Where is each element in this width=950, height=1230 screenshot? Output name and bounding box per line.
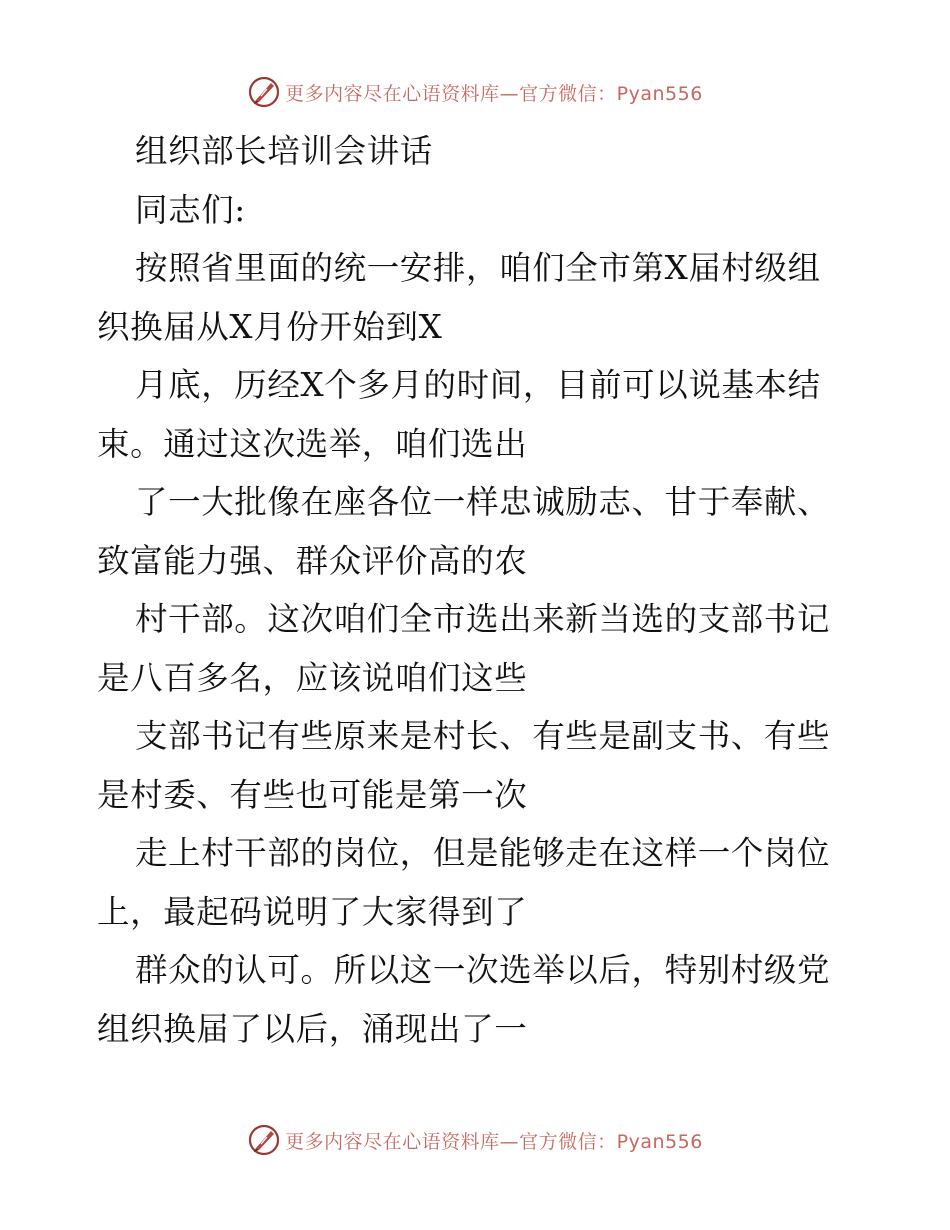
document-title: 组织部长培训会讲话 xyxy=(135,132,433,170)
quill-pen-logo-icon xyxy=(247,75,281,109)
text-line: 群众的认可。所以这一次选举以后，特别村级党 xyxy=(135,951,831,989)
text-line: 按照省里面的统一安排，咱们全市第X届村级组 xyxy=(135,249,821,287)
text-line: 组织换届了以后，涌现出了一 xyxy=(97,1009,528,1048)
text-line: 同志们: xyxy=(135,190,246,229)
document-body xyxy=(97,122,857,1058)
text-line: 束。通过这次选举，咱们选出 xyxy=(97,424,528,463)
text-line: 支部书记有些原来是村长、有些是副支书、有些 xyxy=(135,717,831,755)
header-banner-text: 更多内容尽在心语资料库—官方微信：Pyan556 xyxy=(285,82,703,105)
text-line: 是八百多名，应该说咱们这些 xyxy=(97,658,528,697)
text-line: 走上村干部的岗位，但是能够走在这样一个岗位 xyxy=(135,834,831,872)
text-line: 村干部。这次咱们全市选出来新当选的支部书记 xyxy=(135,600,831,638)
text-line: 了一大批像在座各位一样忠诚励志、甘于奉献、 xyxy=(135,483,831,521)
footer-banner-text: 更多内容尽在心语资料库—官方微信：Pyan556 xyxy=(285,1130,703,1153)
text-line: 致富能力强、群众评价高的农 xyxy=(97,541,528,580)
text-line: 是村委、有些也可能是第一次 xyxy=(97,775,528,814)
footer-watermark-banner xyxy=(0,1120,950,1160)
quill-pen-logo-icon xyxy=(247,1123,281,1157)
text-line: 上，最起码说明了大家得到了 xyxy=(97,892,528,931)
paragraph-lines xyxy=(97,181,857,1059)
text-line: 月底，历经X个多月的时间，目前可以说基本结 xyxy=(135,366,821,404)
header-watermark-banner xyxy=(0,72,950,112)
text-line: 织换届从X月份开始到X xyxy=(97,307,443,346)
